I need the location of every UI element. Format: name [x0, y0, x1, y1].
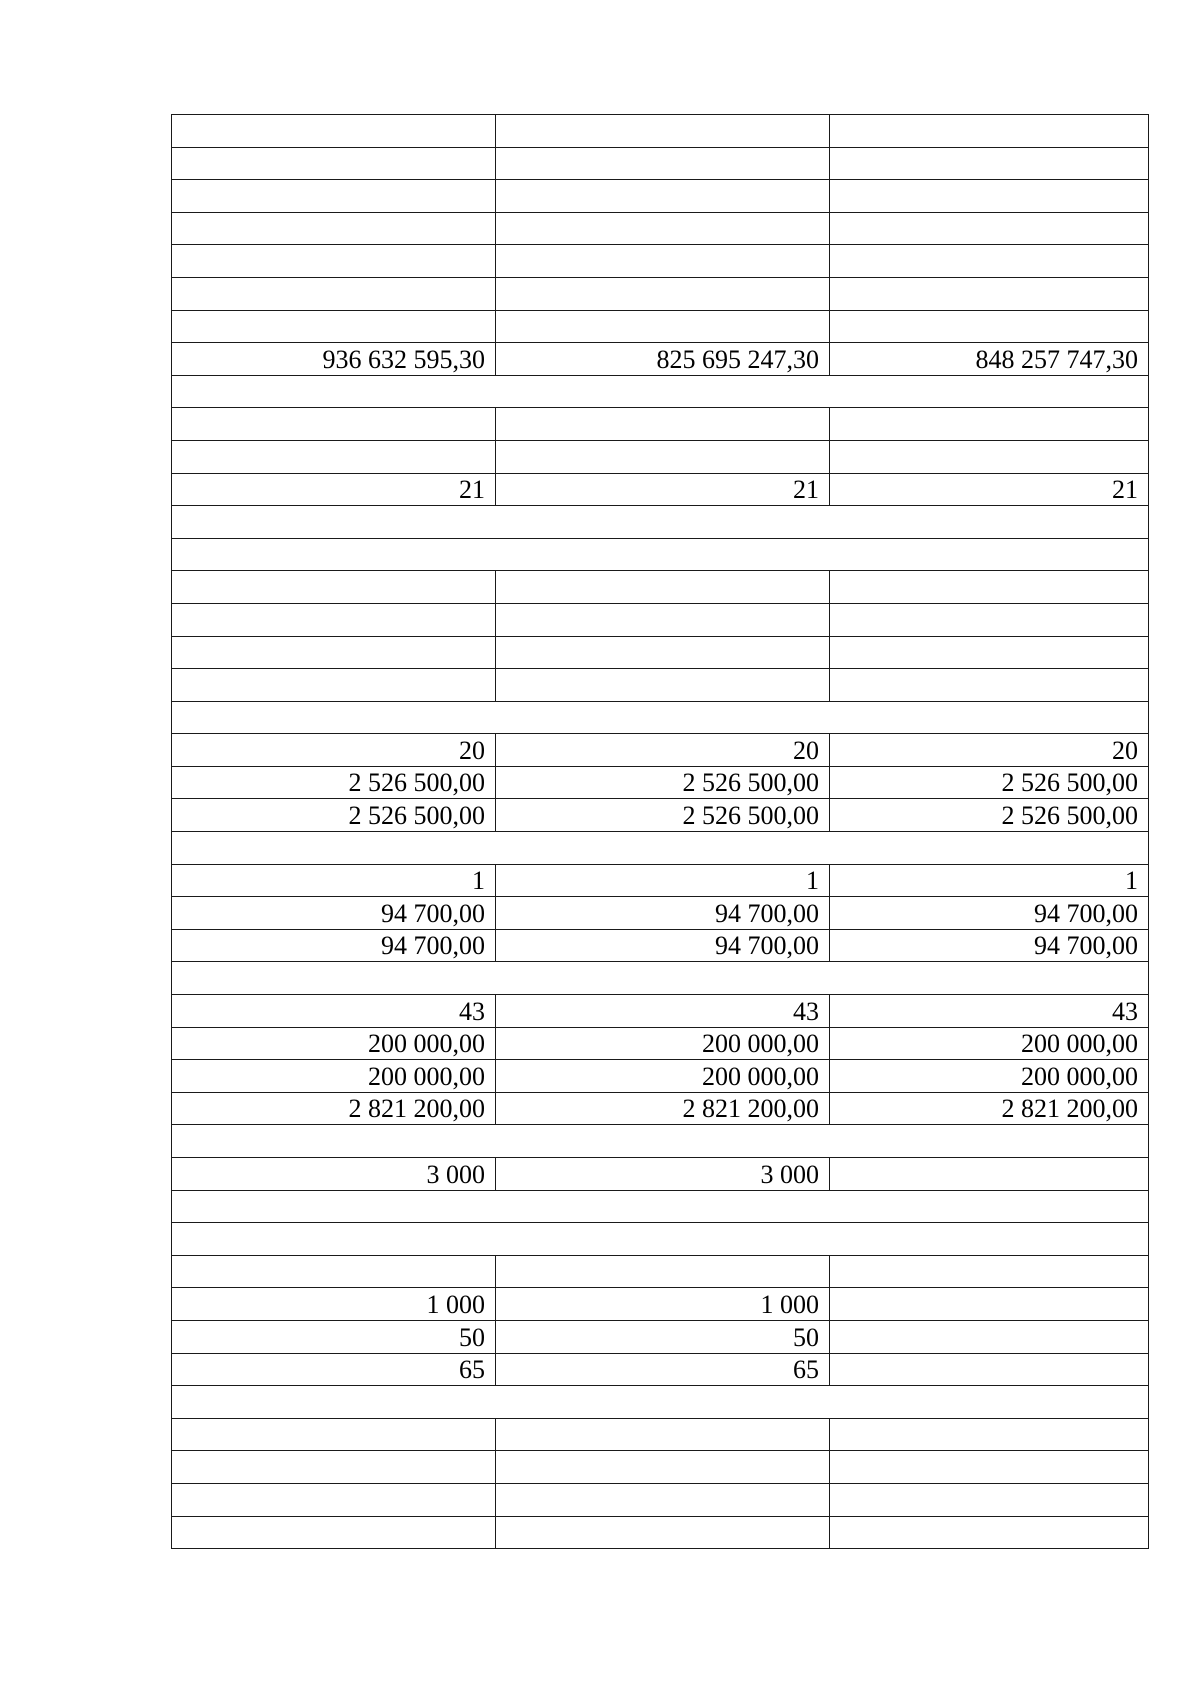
table-row	[172, 277, 1149, 310]
data-table	[171, 114, 1149, 1549]
table-cell-col-3	[830, 310, 1149, 343]
table-cell-col-2: 50	[496, 1320, 830, 1353]
section-row	[172, 832, 1149, 865]
table-cell-col-1: 65	[172, 1353, 496, 1386]
table-row	[172, 408, 1149, 441]
table-row	[172, 1483, 1149, 1516]
table-cell-col-1: 21	[172, 473, 496, 506]
section-row	[172, 1190, 1149, 1223]
table-cell-col-2	[496, 180, 830, 213]
table-cell-col-1: 2 821 200,00	[172, 1092, 496, 1125]
table-cell-col-3: 2 526 500,00	[830, 799, 1149, 832]
table-cell-col-2: 2 526 500,00	[496, 766, 830, 799]
merged-cell	[172, 1223, 1149, 1256]
table-cell-col-3	[830, 180, 1149, 213]
table-cell-col-2	[496, 603, 830, 636]
table-cell-col-3: 94 700,00	[830, 897, 1149, 930]
table-cell-col-1: 94 700,00	[172, 897, 496, 930]
table-cell-col-3	[830, 1353, 1149, 1386]
section-row	[172, 1125, 1149, 1158]
table-cell-col-1	[172, 245, 496, 278]
section-row	[172, 1386, 1149, 1419]
table-row	[172, 1320, 1149, 1353]
table-cell-col-2	[496, 115, 830, 148]
table-cell-col-2	[496, 1483, 830, 1516]
table-cell-col-2: 65	[496, 1353, 830, 1386]
table-cell-col-1: 1	[172, 864, 496, 897]
table-row	[172, 245, 1149, 278]
table-cell-col-2	[496, 245, 830, 278]
table-cell-col-1	[172, 310, 496, 343]
table-cell-col-3	[830, 212, 1149, 245]
table-cell-col-3	[830, 1516, 1149, 1549]
table-cell-col-3: 1	[830, 864, 1149, 897]
table-cell-col-1: 43	[172, 995, 496, 1028]
table-row	[172, 473, 1149, 506]
table-cell-col-2	[496, 669, 830, 702]
section-row	[172, 538, 1149, 571]
table-row	[172, 603, 1149, 636]
table-cell-col-3	[830, 1451, 1149, 1484]
table-cell-col-1: 200 000,00	[172, 1027, 496, 1060]
table-row	[172, 995, 1149, 1028]
table-cell-col-3	[830, 277, 1149, 310]
table-cell-col-1	[172, 1516, 496, 1549]
table-cell-col-1	[172, 1255, 496, 1288]
table-row	[172, 212, 1149, 245]
table-cell-col-1	[172, 147, 496, 180]
table-cell-col-3: 20	[830, 734, 1149, 767]
table-cell-col-2	[496, 147, 830, 180]
table-row	[172, 766, 1149, 799]
table-cell-col-2	[496, 1516, 830, 1549]
table-cell-col-3	[830, 1483, 1149, 1516]
table-row	[172, 180, 1149, 213]
table-row	[172, 1353, 1149, 1386]
table-cell-col-1: 2 526 500,00	[172, 766, 496, 799]
table-cell-col-2	[496, 212, 830, 245]
table-row	[172, 1027, 1149, 1060]
section-row	[172, 506, 1149, 539]
table-row	[172, 310, 1149, 343]
table-cell-col-1	[172, 636, 496, 669]
merged-cell	[172, 538, 1149, 571]
merged-cell	[172, 1190, 1149, 1223]
table-cell-col-1: 94 700,00	[172, 929, 496, 962]
table-cell-col-1	[172, 180, 496, 213]
table-row	[172, 1060, 1149, 1093]
table-cell-col-1	[172, 277, 496, 310]
table-cell-col-2: 1	[496, 864, 830, 897]
table-cell-col-3	[830, 603, 1149, 636]
merged-cell	[172, 1125, 1149, 1158]
table-cell-col-2	[496, 440, 830, 473]
table-cell-col-2: 200 000,00	[496, 1060, 830, 1093]
table-cell-col-2: 21	[496, 473, 830, 506]
table-row	[172, 440, 1149, 473]
table-cell-col-2: 20	[496, 734, 830, 767]
table-cell-col-3: 848 257 747,30	[830, 343, 1149, 376]
table-cell-col-2: 2 526 500,00	[496, 799, 830, 832]
table-cell-col-1: 3 000	[172, 1158, 496, 1191]
table-cell-col-2: 94 700,00	[496, 929, 830, 962]
table-cell-col-2	[496, 310, 830, 343]
table-cell-col-2	[496, 277, 830, 310]
table-row	[172, 343, 1149, 376]
section-row	[172, 962, 1149, 995]
section-row	[172, 701, 1149, 734]
table-row	[172, 929, 1149, 962]
table-cell-col-3: 200 000,00	[830, 1060, 1149, 1093]
table-cell-col-1	[172, 408, 496, 441]
table-cell-col-3: 2 821 200,00	[830, 1092, 1149, 1125]
table-cell-col-3	[830, 1418, 1149, 1451]
table-cell-col-2: 94 700,00	[496, 897, 830, 930]
table-cell-col-1	[172, 1451, 496, 1484]
table-cell-col-3: 21	[830, 473, 1149, 506]
table-cell-col-2	[496, 1255, 830, 1288]
table-row	[172, 147, 1149, 180]
table-cell-col-1: 20	[172, 734, 496, 767]
section-row	[172, 1223, 1149, 1256]
table-cell-col-1: 2 526 500,00	[172, 799, 496, 832]
table-row	[172, 636, 1149, 669]
table-row	[172, 115, 1149, 148]
table-cell-col-1: 200 000,00	[172, 1060, 496, 1093]
section-row	[172, 375, 1149, 408]
table-row	[172, 734, 1149, 767]
table-row	[172, 799, 1149, 832]
table-cell-col-3: 200 000,00	[830, 1027, 1149, 1060]
table-row	[172, 669, 1149, 702]
table-cell-col-1: 1 000	[172, 1288, 496, 1321]
table-row	[172, 1418, 1149, 1451]
table-cell-col-2: 2 821 200,00	[496, 1092, 830, 1125]
table-cell-col-2	[496, 571, 830, 604]
merged-cell	[172, 962, 1149, 995]
merged-cell	[172, 1386, 1149, 1419]
table-cell-col-1	[172, 1418, 496, 1451]
table-row	[172, 1516, 1149, 1549]
table-cell-col-1	[172, 571, 496, 604]
merged-cell	[172, 506, 1149, 539]
table-cell-col-2	[496, 408, 830, 441]
table-cell-col-3	[830, 408, 1149, 441]
table-cell-col-1	[172, 669, 496, 702]
table-cell-col-3	[830, 115, 1149, 148]
table-row	[172, 1158, 1149, 1191]
table-row	[172, 1451, 1149, 1484]
table-row	[172, 571, 1149, 604]
merged-cell	[172, 701, 1149, 734]
table-body	[172, 115, 1149, 1549]
table-cell-col-3	[830, 440, 1149, 473]
table-row	[172, 864, 1149, 897]
table-cell-col-3	[830, 147, 1149, 180]
table-cell-col-2: 200 000,00	[496, 1027, 830, 1060]
table-row	[172, 1288, 1149, 1321]
table-row	[172, 1255, 1149, 1288]
table-cell-col-1	[172, 212, 496, 245]
table-cell-col-2: 825 695 247,30	[496, 343, 830, 376]
table-row	[172, 1092, 1149, 1125]
table-cell-col-1: 936 632 595,30	[172, 343, 496, 376]
table-cell-col-3: 43	[830, 995, 1149, 1028]
table-cell-col-3	[830, 1288, 1149, 1321]
table-cell-col-3	[830, 245, 1149, 278]
table-cell-col-3: 2 526 500,00	[830, 766, 1149, 799]
table-cell-col-2	[496, 1418, 830, 1451]
table-cell-col-1	[172, 603, 496, 636]
table-cell-col-3	[830, 1158, 1149, 1191]
table-cell-col-3	[830, 1320, 1149, 1353]
table-cell-col-1: 50	[172, 1320, 496, 1353]
table-cell-col-1	[172, 115, 496, 148]
table-cell-col-3	[830, 1255, 1149, 1288]
merged-cell	[172, 375, 1149, 408]
table-cell-col-1	[172, 440, 496, 473]
merged-cell	[172, 832, 1149, 865]
table-row	[172, 897, 1149, 930]
table-cell-col-3	[830, 571, 1149, 604]
table-cell-col-2: 43	[496, 995, 830, 1028]
table-cell-col-2	[496, 636, 830, 669]
table-cell-col-2: 1 000	[496, 1288, 830, 1321]
table-cell-col-1	[172, 1483, 496, 1516]
table-cell-col-3	[830, 669, 1149, 702]
table-cell-col-2: 3 000	[496, 1158, 830, 1191]
table-cell-col-2	[496, 1451, 830, 1484]
table-cell-col-3	[830, 636, 1149, 669]
table-cell-col-3: 94 700,00	[830, 929, 1149, 962]
